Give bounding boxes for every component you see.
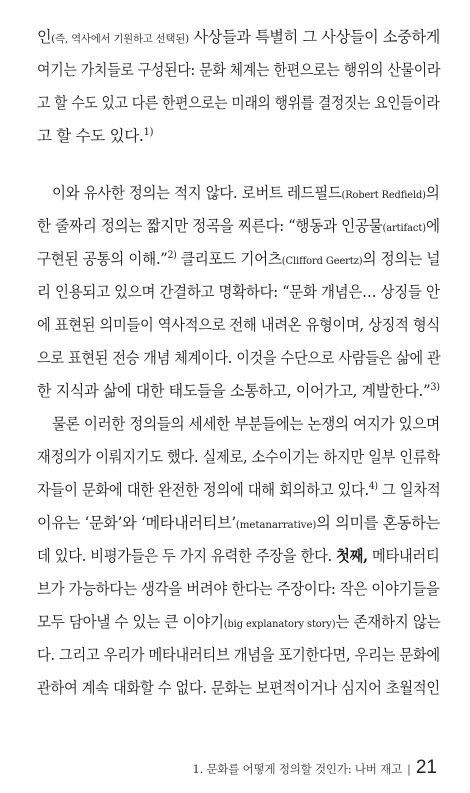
running-footer [0,757,437,779]
text-line [37,126,153,146]
text-run: 클리포드 기어츠 [176,250,282,268]
text-line [37,216,440,238]
text-run: 의 의미를 혼동하는 [316,514,440,532]
text-line: 물론 이러한 정의들의 세세한 부분들에는 논쟁의 여지가 있으며 [52,415,440,433]
text-line: 으로 표현된 전승 개념 체계이다. 이것을 수단으로 사람들은 삶에 관 [37,349,441,367]
text-run: 의 [425,184,440,202]
text-line: 여기는 가치들로 구성된다: 문화 체계는 한편으로는 행위의 산물이라 [37,61,441,79]
text-line [37,480,440,500]
parenthetical-note: (Clifford Geertz) [281,255,363,267]
text-line [37,27,440,49]
footnote-ref[interactable]: 1) [143,127,154,138]
emphasis-text: 첫째, [336,546,368,565]
text-run: 사상들과 특별히 그 사상들이 소중하게 [189,28,441,46]
text-line [37,513,440,535]
text-run: 그 일차적 [377,481,441,499]
text-run: 메타내러티 [367,547,440,565]
text-line [37,612,440,634]
text-run: 이유는 ‘문화’와 ‘메타내러티브’ [37,514,236,532]
text-line: 브가 가능하다는 생각을 버려야 한다는 주장이다: 작은 이야기들을 [37,580,440,598]
text-line [37,381,440,401]
footnote-ref[interactable]: 2) [167,250,177,261]
footnote-ref[interactable]: 4) [368,481,378,492]
footer-separator: | [406,762,411,776]
text-line [37,249,440,271]
text-run: 에 [425,217,440,235]
text-line: 에 표현된 의미들이 역사적으로 전해 내려온 유형이며, 상징적 형식 [37,316,440,334]
parenthetical-note: (즉, 역사에서 기원하고 선택된) [51,33,190,45]
text-run: 모두 담아낼 수 있는 큰 이야기 [37,613,224,631]
parenthetical-note: (metanarrative) [235,519,317,531]
text-run: 는 존재하지 않는 [335,613,441,631]
text-run: 데 있다. 비평가들은 두 가지 유력한 주장을 한다. [37,547,337,565]
parenthetical-note: (artifact) [382,222,426,234]
text-line [37,546,440,566]
text-run: 구현된 공통의 이해.” [37,250,168,268]
text-run: 한 지식과 삶에 대한 태도들을 소통하고, 이어가고, 계발한다.” [37,382,431,400]
text-line: 관하여 계속 대화할 수 없다. 문화는 보편적이거나 심지어 초월적인 [37,679,440,697]
text-line: 리 인용되고 있으며 간결하고 명확하다: “문화 개념은… 상징들 안 [37,283,440,301]
footnote-ref[interactable]: 3) [430,382,440,393]
parenthetical-note: (big explanatory story) [223,618,336,630]
text-run: 한 줄짜리 정의는 짧지만 정곡을 찌른다: “행동과 인공물 [37,217,383,235]
parenthetical-note: (Robert Redfield) [341,189,426,201]
text-run: 의 정의는 널 [362,250,441,268]
chapter-title: 1. 문화를 어떻게 정의할 것인가: 나버 재고 [192,762,402,776]
text-line [52,183,440,205]
page-number: 21 [415,757,437,778]
text-line: 재정의가 이뤄지기도 했다. 실제로, 소수이기는 하지만 일부 인류학 [37,448,440,466]
text-run: 자들이 문화에 대한 완전한 정의에 대해 회의하고 있다. [37,481,369,499]
text-run: 고 할 수도 있다. [37,127,144,145]
text-line: 고 할 수도 있고 다른 한편으로는 미래의 행위를 결정짓는 요인들이라 [37,94,440,112]
text-run: 이와 유사한 정의는 적지 않다. 로버트 레드필드 [52,184,342,202]
text-run: 인 [37,28,52,46]
text-line: 다. 그리고 우리가 메타내러티브 개념을 포기한다면, 우리는 문화에 [37,646,440,664]
